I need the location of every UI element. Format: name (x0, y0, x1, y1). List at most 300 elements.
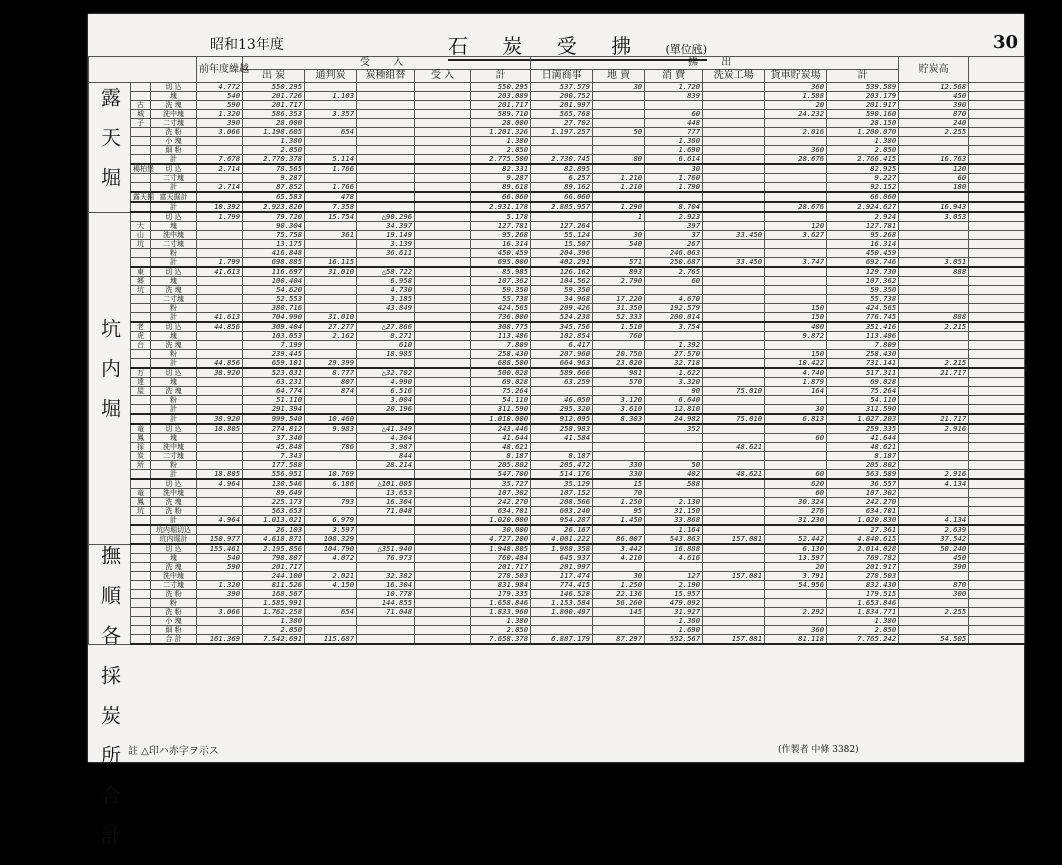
cell-value: 179.515 (827, 590, 899, 599)
row-group-label: 坑 (131, 507, 151, 516)
cell-value (703, 267, 765, 277)
cell-value: 30 (645, 164, 703, 174)
cell-value: 1.760 (645, 174, 703, 183)
row-item-label: 小 塊 (151, 137, 197, 146)
cell-value: 33.450 (703, 231, 765, 240)
cell-value: 3.987 (357, 443, 415, 452)
cell-value: 4.964 (197, 516, 243, 526)
cell-value (415, 359, 471, 369)
cell-value: 107.362 (827, 277, 899, 286)
cell-value: 64.774 (243, 387, 305, 396)
row-spacer (969, 119, 1025, 128)
cell-value: 874 (305, 387, 357, 396)
cell-value (899, 341, 969, 350)
cell-value: 71.048 (357, 608, 415, 617)
cell-value: 258.430 (827, 350, 899, 359)
row-item-label: 計 (151, 202, 197, 212)
cell-value (305, 617, 357, 626)
table-row (89, 155, 1025, 165)
cell-value: 10.422 (765, 359, 827, 369)
cell-value: 7.809 (471, 341, 531, 350)
row-spacer (969, 128, 1025, 137)
cell-value: 2.790 (593, 277, 645, 286)
cell-value (703, 608, 765, 617)
cell-value (593, 92, 645, 101)
cell-value: 28.000 (471, 119, 531, 128)
cell-value (197, 277, 243, 286)
cell-value: 777 (645, 128, 703, 137)
cell-value: 201.997 (531, 101, 593, 110)
cell-value (415, 368, 471, 378)
cell-value: 844 (357, 452, 415, 461)
cell-value (197, 387, 243, 396)
cell-value (703, 119, 765, 128)
row-group-label (131, 83, 151, 92)
cell-value: 9.983 (305, 424, 357, 434)
cell-value: 12.568 (899, 83, 969, 92)
receipt-col-3: 受 入 (415, 70, 471, 83)
row-group-label (131, 617, 151, 626)
cell-value (703, 424, 765, 434)
cell-value (899, 617, 969, 626)
cell-value: 90 (645, 387, 703, 396)
row-spacer (969, 155, 1025, 165)
row-item-label: 坑内堀計 (151, 535, 197, 545)
cell-value: 1.833.960 (471, 608, 531, 617)
cell-value: 6.979 (305, 516, 357, 526)
cell-value (305, 286, 357, 295)
cell-value: 3.597 (305, 525, 357, 535)
cell-value (415, 599, 471, 608)
cell-value: 201.717 (243, 563, 305, 572)
row-group-label (131, 405, 151, 415)
cell-value: 55.738 (471, 295, 531, 304)
row-spacer (969, 231, 1025, 240)
row-spacer (969, 554, 1025, 563)
cell-value (899, 378, 969, 387)
row-item-label: 洗 塊 (151, 101, 197, 110)
cell-value (415, 443, 471, 452)
cell-value: 6.257 (531, 174, 593, 183)
cell-value: 63.259 (531, 378, 593, 387)
cell-value: 179.335 (471, 590, 531, 599)
cell-value: 2.050 (827, 146, 899, 155)
cell-value (531, 617, 593, 626)
cell-value (357, 110, 415, 119)
cell-value (357, 83, 415, 92)
cell-value (305, 452, 357, 461)
row-group-label: 山 (131, 231, 151, 240)
cell-value: 24.232 (765, 110, 827, 119)
cell-value: 15 (593, 479, 645, 489)
row-group-label (131, 202, 151, 212)
cell-value (197, 295, 243, 304)
cell-value: △101.005 (357, 479, 415, 489)
table-row (89, 202, 1025, 212)
cell-value: 20.196 (357, 405, 415, 415)
cell-value: 603.240 (531, 507, 593, 516)
cell-value (703, 240, 765, 249)
cell-value (703, 155, 765, 165)
cell-value: 2.162 (305, 332, 357, 341)
cell-value: 4.740 (765, 368, 827, 378)
row-spacer (969, 295, 1025, 304)
cell-value: 28.676 (765, 202, 827, 212)
section-label-rotenbori: 露天堀 (89, 83, 131, 213)
cell-value (415, 101, 471, 110)
cell-value: 2.050 (471, 146, 531, 155)
receipt-col-4: 計 (471, 70, 531, 83)
cell-value (593, 434, 645, 443)
row-group-label: 虎 (131, 332, 151, 341)
cell-value (703, 368, 765, 378)
cell-value: 2.014.028 (827, 544, 899, 554)
cell-value: 1.720 (645, 83, 703, 92)
issue-col-0: 日満商事 (531, 70, 593, 83)
cell-value: 203.089 (471, 92, 531, 101)
cell-value: 5.178 (471, 212, 531, 222)
cell-value: 30 (593, 572, 645, 581)
cell-value: 60 (645, 277, 703, 286)
cell-value: 524.238 (531, 313, 593, 323)
cell-value (765, 286, 827, 295)
row-group-label (131, 183, 151, 193)
cell-value: 540 (197, 92, 243, 101)
cell-value (765, 590, 827, 599)
cell-value: 664.963 (531, 359, 593, 369)
row-item-label: 洗 塊 (151, 387, 197, 396)
cell-value (899, 231, 969, 240)
cell-value: 59.350 (531, 286, 593, 295)
cell-value: 207.960 (531, 350, 593, 359)
cell-value: 107.302 (827, 489, 899, 498)
table-row (89, 313, 1025, 323)
cell-value: 13.597 (765, 554, 827, 563)
row-spacer (969, 101, 1025, 110)
row-spacer (969, 608, 1025, 617)
cell-value: 550.295 (471, 83, 531, 92)
cell-value: 278.503 (827, 572, 899, 581)
prev-stock-header: 前年度繰越 (197, 57, 243, 83)
row-spacer (969, 92, 1025, 101)
cell-value: 75.010 (703, 387, 765, 396)
cell-value: 2.130 (645, 498, 703, 507)
cell-value (703, 359, 765, 369)
cell-value: 129.730 (827, 267, 899, 277)
row-item-label: 粉 (151, 249, 197, 258)
cell-value (415, 202, 471, 212)
row-group-label (131, 174, 151, 183)
cell-value: 54.620 (243, 286, 305, 295)
cell-value: 634.701 (827, 507, 899, 516)
cell-value: 2.766.415 (827, 155, 899, 165)
cell-value: 41.584 (531, 434, 593, 443)
cell-value (645, 192, 703, 202)
cell-value: 3.442 (593, 544, 645, 554)
cell-value: 50 (645, 461, 703, 470)
cell-value (415, 304, 471, 313)
cell-value (703, 183, 765, 193)
row-item-label: 洗中塊 (151, 110, 197, 119)
cell-value: 8.187 (471, 452, 531, 461)
cell-value: 2.215 (899, 359, 969, 369)
cell-value (899, 240, 969, 249)
cell-value: 424.565 (471, 304, 531, 313)
row-group-label (131, 479, 151, 489)
row-item-label: 洗中塊 (151, 231, 197, 240)
cell-value (415, 83, 471, 92)
cell-value: 2.255 (899, 128, 969, 137)
cell-value: 888 (899, 267, 969, 277)
row-spacer (969, 304, 1025, 313)
cell-value (899, 396, 969, 405)
cell-value: 4.001.222 (531, 535, 593, 545)
cell-value: 115.687 (305, 635, 357, 645)
cell-value (703, 332, 765, 341)
cell-value: 1.380 (827, 617, 899, 626)
cell-value: 52.553 (243, 295, 305, 304)
cell-value: 76.973 (357, 554, 415, 563)
cell-value (703, 498, 765, 507)
cell-value: 168.567 (243, 590, 305, 599)
cell-value (415, 617, 471, 626)
cell-value: 107.362 (471, 277, 531, 286)
cell-value: 75.758 (243, 231, 305, 240)
cell-value: 146.528 (531, 590, 593, 599)
row-group-label (131, 396, 151, 405)
cell-value (415, 470, 471, 480)
cell-value: 16.763 (899, 155, 969, 165)
cell-value: 15.957 (645, 590, 703, 599)
cell-value: 44.856 (197, 322, 243, 332)
cell-value: 4.616 (645, 554, 703, 563)
row-spacer (969, 461, 1025, 470)
cell-value: 402.291 (531, 258, 593, 268)
row-group-label (131, 137, 151, 146)
row-spacer (969, 192, 1025, 202)
cell-value: 31.010 (305, 313, 357, 323)
cell-value: 1.290 (593, 202, 645, 212)
cell-value: 70 (593, 489, 645, 498)
cell-value: 1.320 (197, 581, 243, 590)
cell-value: 1.380 (243, 137, 305, 146)
cell-value: 113.486 (827, 332, 899, 341)
cell-value: 32.382 (357, 572, 415, 581)
cell-value (415, 240, 471, 249)
cell-value: 104.562 (531, 277, 593, 286)
row-item-label: 二寸塊 (151, 119, 197, 128)
cell-value: 692.746 (827, 258, 899, 268)
row-spacer (969, 617, 1025, 626)
cell-value: 1.834.771 (827, 608, 899, 617)
cell-value: 1.250 (593, 581, 645, 590)
row-spacer (969, 258, 1025, 268)
cell-value (357, 119, 415, 128)
stock-header: 貯炭高 (899, 57, 969, 83)
cell-value: 416.848 (243, 249, 305, 258)
cell-value: 1.103 (305, 92, 357, 101)
cell-value: 8.271 (357, 332, 415, 341)
cell-value: 380.716 (243, 304, 305, 313)
row-group-label (131, 608, 151, 617)
cell-value (593, 137, 645, 146)
cell-value: 590.160 (827, 110, 899, 119)
page-number: 30 (992, 32, 1018, 53)
cell-value (415, 626, 471, 635)
cell-value: 242.270 (471, 498, 531, 507)
cell-value (197, 341, 243, 350)
cell-value: 4.072 (305, 554, 357, 563)
cell-value: 6.417 (531, 341, 593, 350)
row-item-label: 洗 塊 (151, 563, 197, 572)
cell-value: 258.983 (531, 424, 593, 434)
cell-value (899, 332, 969, 341)
cell-value: 18.805 (197, 470, 243, 480)
cell-value: 786 (305, 443, 357, 452)
cell-value: 5.114 (305, 155, 357, 165)
cell-value: 1.210 (593, 174, 645, 183)
cell-value: 807 (305, 378, 357, 387)
cell-value: 1.690 (645, 146, 703, 155)
cell-value: 246.063 (645, 249, 703, 258)
table-row (89, 405, 1025, 415)
cell-value: 59.350 (471, 286, 531, 295)
cell-value: 30 (593, 83, 645, 92)
cell-value: △90.296 (357, 212, 415, 222)
cell-value (765, 443, 827, 452)
row-item-label: 二寸塊 (151, 295, 197, 304)
cell-value: 85.985 (471, 267, 531, 277)
cell-value: 130.546 (243, 479, 305, 489)
cell-value: 16.314 (827, 240, 899, 249)
cell-value: 157.081 (703, 635, 765, 645)
cell-value (703, 617, 765, 626)
cell-value: △41.349 (357, 424, 415, 434)
cell-value: 66.060 (471, 192, 531, 202)
cell-value: 448 (645, 119, 703, 128)
cell-value: 4.618.871 (243, 535, 305, 545)
cell-value: 478 (305, 192, 357, 202)
cell-value (357, 192, 415, 202)
cell-value: 981 (593, 368, 645, 378)
cell-value: 15.507 (531, 240, 593, 249)
row-spacer (969, 174, 1025, 183)
cell-value: 589.666 (531, 368, 593, 378)
cell-value: 126.162 (531, 267, 593, 277)
cell-value (899, 405, 969, 415)
cell-value: 41.613 (197, 313, 243, 323)
cell-value (899, 295, 969, 304)
cell-value (899, 277, 969, 286)
cell-value (415, 635, 471, 645)
cell-value: 893 (593, 267, 645, 277)
cell-value: 120 (899, 164, 969, 174)
cell-value (415, 119, 471, 128)
cell-value (899, 286, 969, 295)
cell-value: 552.567 (645, 635, 703, 645)
cell-value: 2.770.378 (243, 155, 305, 165)
cell-value (357, 258, 415, 268)
cell-value: 2.885.957 (531, 202, 593, 212)
cell-value: 3.066 (197, 128, 243, 137)
cell-value: 177.588 (243, 461, 305, 470)
cell-value (703, 174, 765, 183)
row-item-label: 塊 (151, 332, 197, 341)
cell-value (197, 434, 243, 443)
cell-value: 760 (593, 332, 645, 341)
cell-value (197, 222, 243, 231)
row-group-label: 屋 (131, 387, 151, 396)
row-spacer (969, 516, 1025, 526)
row-group-label (131, 626, 151, 635)
cell-value: 295.320 (531, 405, 593, 415)
cell-value: 31.010 (305, 267, 357, 277)
cell-value: 16.314 (471, 240, 531, 249)
cell-value: 244.100 (243, 572, 305, 581)
cell-value: 16.304 (357, 498, 415, 507)
cell-value: 60 (899, 174, 969, 183)
cell-value: 205.802 (471, 461, 531, 470)
cell-value: 144.855 (357, 599, 415, 608)
cell-value: 225.173 (243, 498, 305, 507)
cell-value: 69.028 (471, 378, 531, 387)
cell-value: 36.611 (357, 249, 415, 258)
cell-value: 537.579 (531, 83, 593, 92)
cell-value: 21.717 (899, 414, 969, 424)
cell-value (415, 92, 471, 101)
cell-value: 38.920 (197, 414, 243, 424)
cell-value (357, 535, 415, 545)
cell-value: 31.150 (645, 507, 703, 516)
cell-value (415, 405, 471, 415)
cell-value: 1.988.358 (531, 544, 593, 554)
cell-value: 192.579 (645, 304, 703, 313)
cell-value (415, 258, 471, 268)
cell-value: 1.622 (645, 368, 703, 378)
cell-value: 688.500 (471, 359, 531, 369)
table-row (89, 359, 1025, 369)
row-item-label: 合 計 (151, 635, 197, 645)
cell-value: 888 (899, 313, 969, 323)
cell-value: 556.951 (243, 470, 305, 480)
cell-value: 127.781 (471, 222, 531, 231)
cell-value: 308.775 (471, 322, 531, 332)
row-item-label: 粉 (151, 599, 197, 608)
cell-value (415, 414, 471, 424)
row-group-label: 竜 (131, 489, 151, 498)
cell-value: 2.923.820 (243, 202, 305, 212)
cell-value: 2.195.856 (243, 544, 305, 554)
cell-value: 1.766 (305, 183, 357, 193)
cell-value: 390 (197, 590, 243, 599)
cell-value: 16.304 (357, 581, 415, 590)
cell-value: 1.766 (305, 164, 357, 174)
cell-value (415, 183, 471, 193)
cell-value (415, 387, 471, 396)
row-spacer (969, 222, 1025, 231)
cell-value: 104.790 (305, 544, 357, 554)
row-spacer (969, 525, 1025, 535)
row-spacer (969, 489, 1025, 498)
cell-value: 7.678 (197, 155, 243, 165)
row-group-label (131, 258, 151, 268)
cell-value: 1.027.203 (827, 414, 899, 424)
row-item-label: 切 込 (151, 544, 197, 554)
cell-value: 3.051 (899, 258, 969, 268)
cell-value (415, 572, 471, 581)
cell-value: △58.722 (357, 267, 415, 277)
cell-value: 704.990 (243, 313, 305, 323)
